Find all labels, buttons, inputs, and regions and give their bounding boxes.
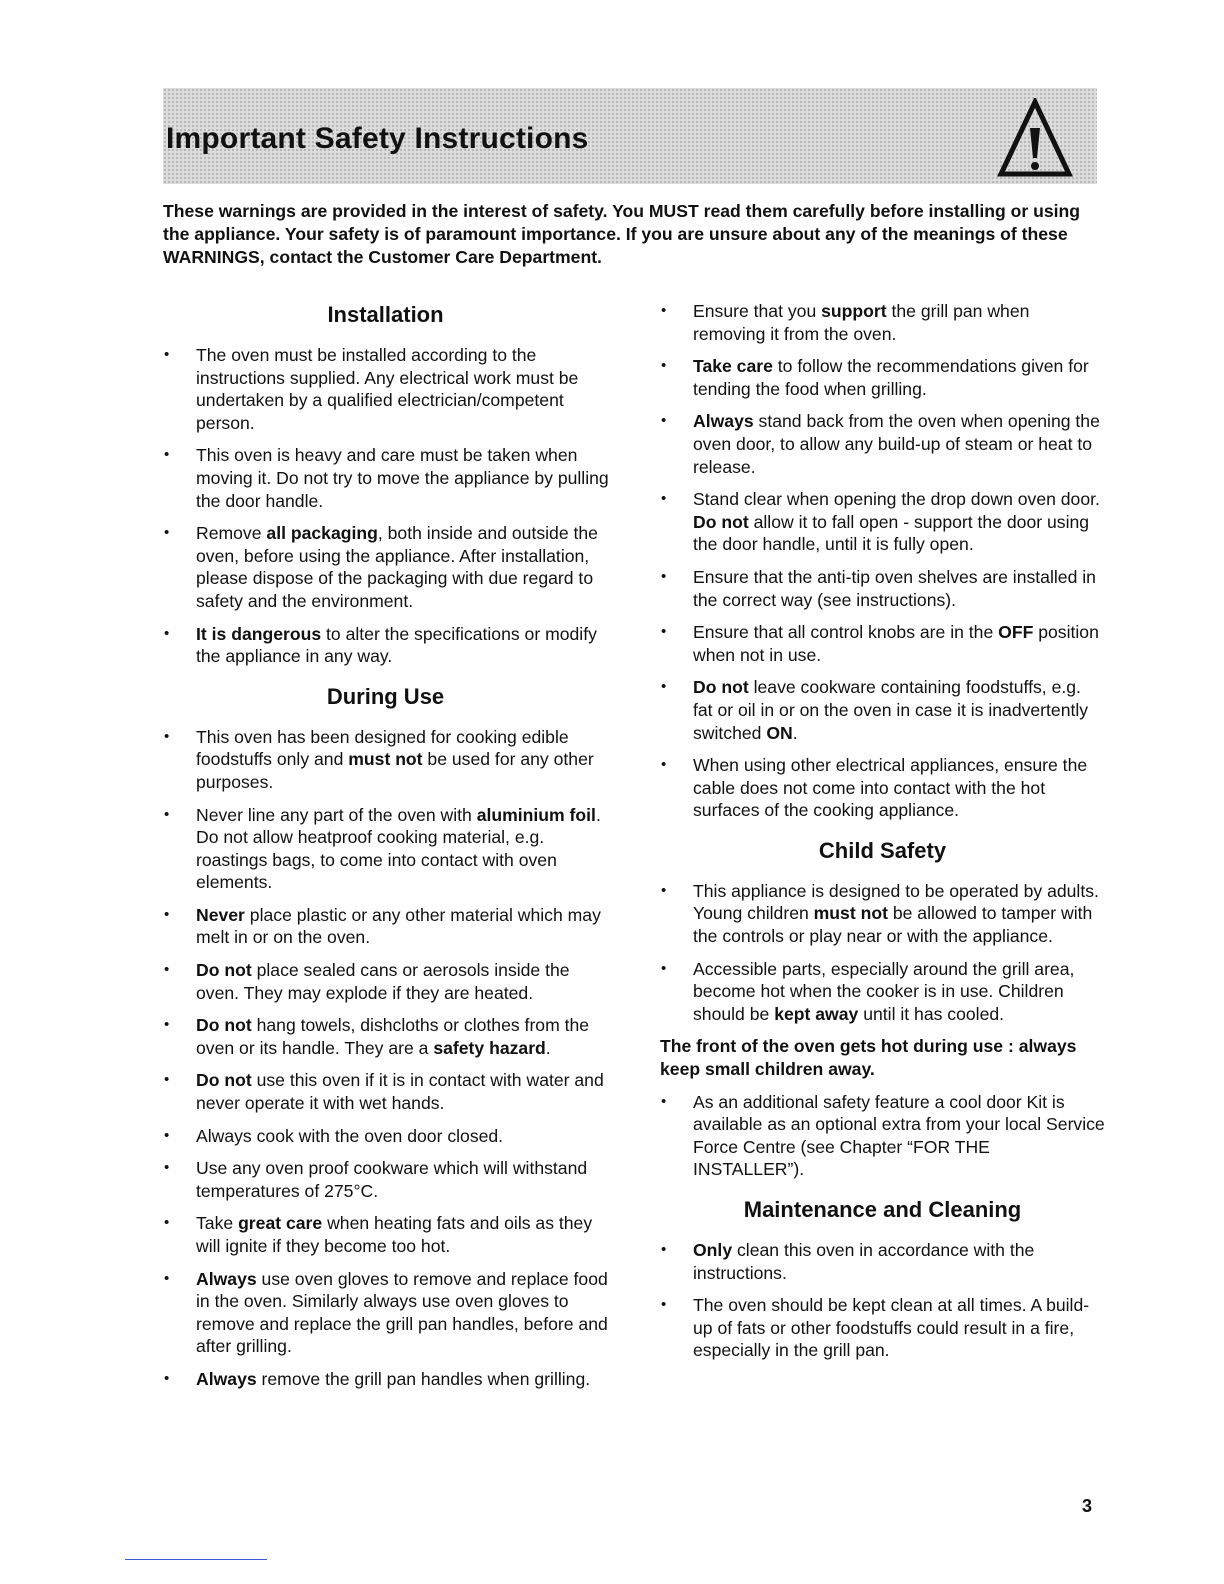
list-item: • Use any oven proof cookware which will withstand temperatures of 275°C. <box>163 1157 613 1202</box>
list-item: • Take great care when heating fats and oils as they will ignite if they become too hot. <box>163 1212 613 1257</box>
list-item: • Do not hang towels, dishcloths or clothes from the oven or its handle. They are a safety hazard. <box>163 1014 613 1059</box>
list-item: • Never place plastic or any other material which may melt in or on the oven. <box>163 904 613 949</box>
list-item: • Do not place sealed cans or aerosols inside the oven. They may explode if they are heated. <box>163 959 613 1004</box>
list-item: • Take care to follow the recommendations given for tending the food when grilling. <box>660 355 1105 400</box>
footer-divider <box>125 1559 267 1560</box>
list-item: • Do not leave cookware containing foodstuffs, e.g. fat or oil in or on the oven in case it is inadvertently switched ON. <box>660 676 1105 744</box>
hot-front-note: The front of the oven gets hot during use : always keep small children away. <box>660 1036 1077 1080</box>
child-safety-list <box>660 880 1105 1026</box>
list-item: • Remove all packaging, both inside and outside the oven, before using the appliance. After installation, please dispose of the packaging with due regard to safety and the environment. <box>163 522 613 612</box>
grill-safety-list <box>660 300 1105 822</box>
installation-heading: Installation <box>327 302 444 327</box>
page-number: 3 <box>1082 1496 1093 1516</box>
list-item: • As an additional safety feature a cool door Kit is available as an optional extra from your local Service Force Centre (see Chapter “FOR THE INSTALLER”). <box>660 1091 1105 1181</box>
list-item: • Accessible parts, especially around the grill area, become hot when the cooker is in use. Children should be kept away until it has cooled. <box>660 958 1105 1026</box>
installation-list <box>163 344 613 668</box>
title-banner <box>163 88 1097 184</box>
list-item: • This oven has been designed for cooking edible foodstuffs only and must not be used for any other purposes. <box>163 726 613 794</box>
maintenance-heading: Maintenance and Cleaning <box>743 1197 1022 1222</box>
list-item: • The oven must be installed according to the instructions supplied. Any electrical work must be undertaken by a qualified electrician/competent person. <box>163 344 613 434</box>
list-item: • Always stand back from the oven when opening the oven door, to allow any build-up of steam or heat to release. <box>660 410 1105 478</box>
cool-door-list <box>660 1091 1105 1181</box>
list-item: • Ensure that you support the grill pan when removing it from the oven. <box>660 300 1105 345</box>
list-item: • This appliance is designed to be operated by adults. Young children must not be allowed to tamper with the controls or play near or with the appliance. <box>660 880 1105 948</box>
list-item: • Do not use this oven if it is in contact with water and never operate it with wet hands. <box>163 1069 613 1114</box>
list-item: • Stand clear when opening the drop down oven door. Do not allow it to fall open - support the door using the door handle, until it is fully open. <box>660 488 1105 556</box>
child-safety-heading: Child Safety <box>818 837 947 863</box>
list-item: • Always remove the grill pan handles when grilling. <box>163 1368 613 1391</box>
list-item: • Ensure that the anti-tip oven shelves are installed in the correct way (see instructions). <box>660 566 1105 611</box>
during-use-heading: During Use <box>326 683 445 709</box>
intro-warning: These warnings are provided in the interest of safety. You MUST read them carefully before installing or using the appliance. Your safety is of paramount importance. If you are unsure about any of the meanings of these WARNINGS, contact the Customer Care Department. <box>163 201 1081 267</box>
list-item: • It is dangerous to alter the specifications or modify the appliance in any way. <box>163 623 613 668</box>
right-column <box>660 300 1105 1372</box>
list-item: • The oven should be kept clean at all times. A build-up of fats or other foodstuffs could result in a fire, especially in the grill pan. <box>660 1294 1105 1362</box>
list-item: • This oven is heavy and care must be taken when moving it. Do not try to move the appliance by pulling the door handle. <box>163 444 613 512</box>
list-item: • Ensure that all control knobs are in the OFF position when not in use. <box>660 621 1105 666</box>
list-item: • Only clean this oven in accordance with the instructions. <box>660 1239 1105 1284</box>
during-use-list <box>163 726 613 1391</box>
warning-triangle-icon <box>997 98 1073 180</box>
page-title: Important Safety Instructions <box>166 122 589 155</box>
list-item: • Always cook with the oven door closed. <box>163 1125 613 1148</box>
list-item: • When using other electrical appliances, ensure the cable does not come into contact with the hot surfaces of the cooking appliance. <box>660 754 1105 822</box>
left-column <box>163 300 613 1401</box>
list-item: • Never line any part of the oven with aluminium foil. Do not allow heatproof cooking material, e.g. roastings bags, to come into contact with oven elements. <box>163 804 613 894</box>
maintenance-list <box>660 1239 1105 1362</box>
list-item: • Always use oven gloves to remove and replace food in the oven. Similarly always use oven gloves to remove and replace the grill pan handles, before and after grilling. <box>163 1268 613 1358</box>
